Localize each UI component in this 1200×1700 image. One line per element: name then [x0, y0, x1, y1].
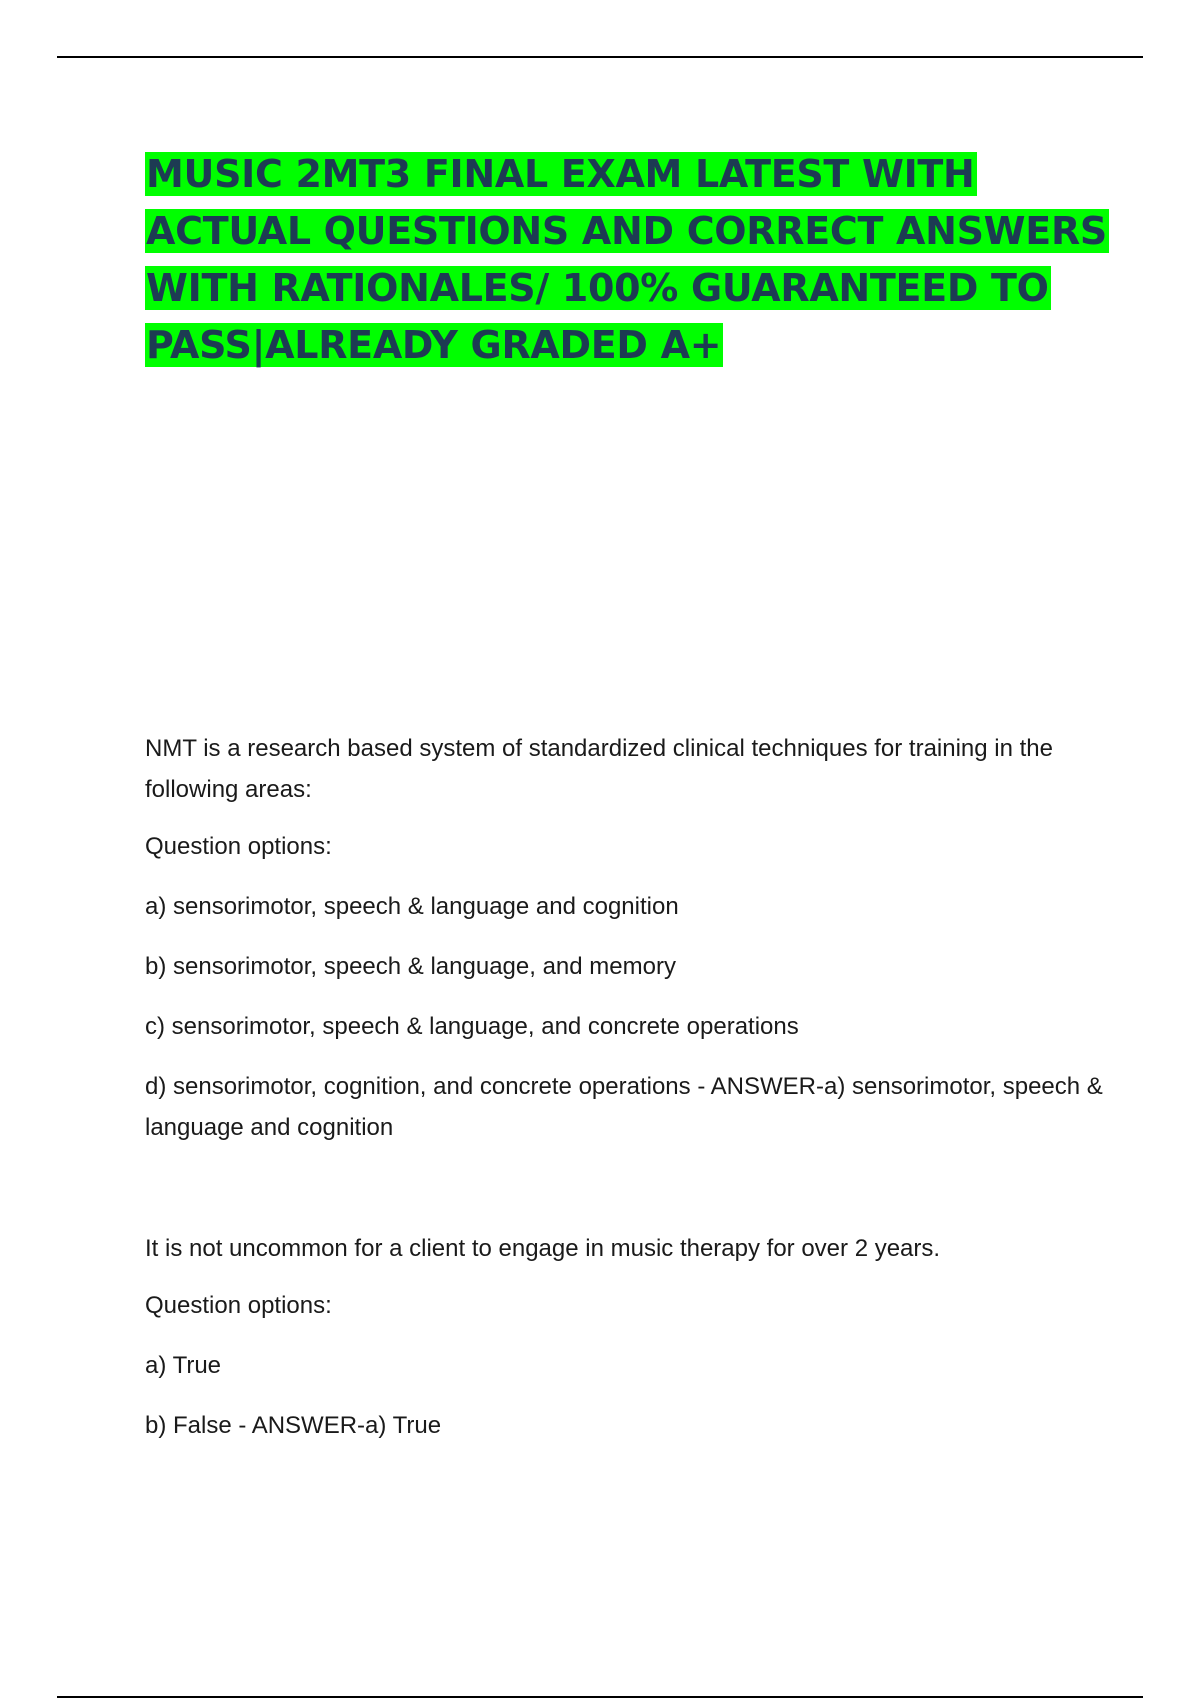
question-stem: It is not uncommon for a client to engage in music therapy for over 2 years. — [145, 1235, 941, 1262]
question-block-2 — [145, 1228, 1105, 1446]
question-option-b-with-answer: b) False - ANSWER-a) True — [145, 1412, 442, 1439]
question-option-d-with-answer: d) sensorimotor, cognition, and concrete operations - ANSWER-a) sensorimotor, speech & language and cognition — [145, 1073, 1103, 1141]
title-highlight: MUSIC 2MT3 FINAL EXAM LATEST WITH ACTUAL QUESTIONS AND CORRECT ANSWERS WITH RATIONALES/ 100% GUARANTEED TO PASS|ALREADY GRADED A+ — [146, 152, 1107, 367]
document-title — [145, 146, 1145, 374]
question-block-1 — [145, 728, 1105, 1148]
question-option-b: b) sensorimotor, speech & language, and memory — [145, 953, 676, 980]
question-option-c: c) sensorimotor, speech & language, and concrete operations — [145, 1013, 799, 1040]
question-options-label: Question options: — [145, 833, 332, 860]
question-options-label: Question options: — [145, 1292, 332, 1319]
top-rule — [57, 56, 1143, 58]
question-option-a: a) True — [145, 1352, 222, 1379]
question-stem: NMT is a research based system of standardized clinical techniques for training in the following areas: — [145, 735, 1054, 803]
bottom-rule — [57, 1696, 1143, 1698]
question-option-a: a) sensorimotor, speech & language and cognition — [145, 893, 679, 920]
